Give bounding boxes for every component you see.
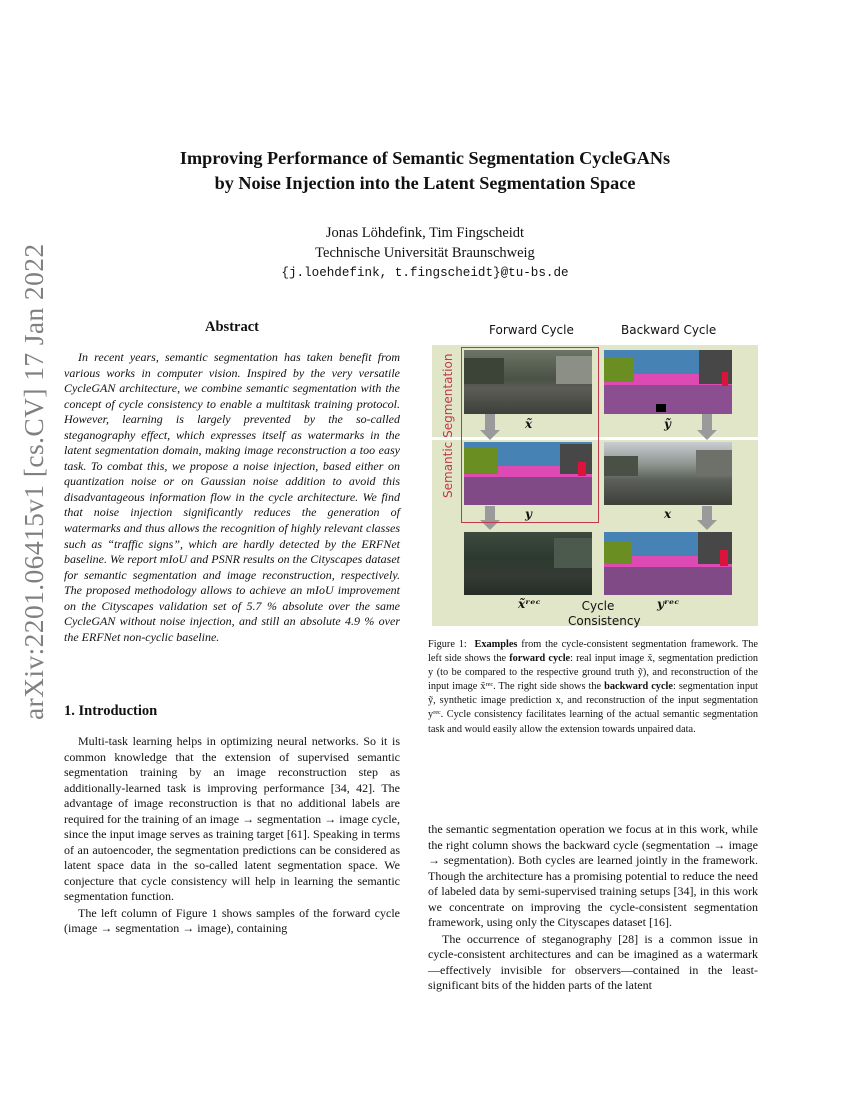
paper-title — [100, 146, 750, 196]
arxiv-identifier: arXiv:2201.06415v1 [cs.CV] 17 Jan 2022 — [18, 243, 49, 720]
intro-paragraph-1: Multi-task learning helps in optimizing neural networks. So it is common knowledge that the extension of supervised semantic segmentation training by an image reconstruction step as additionally-learned task is improving performance [34, 42]. The advantage of image reconstruction is that no additional labels are required for the training of an image → segmentation → image cycle, since the input image serves as training target [61]. Speaking in terms of an autoencoder, the segmentation predictions can be considered as latent space data in the so-called latent segmentation space. We conjecture that cycle consistency will help in learning the semantic segmentation function. — [64, 734, 400, 903]
cycle-consistency-label — [568, 599, 641, 629]
abstract-text: In recent years, semantic segmentation has taken benefit from various works in computer vision. Inspired by the very versatile CycleGAN architecture, we combine semantic segmentation with the concept of cycle consistency to enable a multitask training protocol. However, learning is largely prevented by the so-called steganography effect, which expresses itself as watermarks in the latent segmentation domain, making image reconstruction a too easy task. To combat this, we propose a noise injection, based either on quantization noise or on Gaussian noise addition to avoid this disadvantageous information flow in the cycle architecture. We find that noise injection significantly reduces the generation of watermarks and thus allows the recognition of highly relevant classes such as “traffic signs”, which are hardly detected by the ERFNet baseline. We report mIoU and PSNR results on the Cityscapes dataset for semantic segmentation and image reconstruction, respectively. The proposed methodology allows to achieve an mIoU improvement on the Cityscapes validation set of 5.7 % absolute over the same CycleGAN without noise injection, and still an absolute 4.9 % over the ERFNet non-cyclic baseline. — [64, 350, 400, 644]
semantic-segmentation-label: Semantic Segmentation — [441, 353, 455, 498]
right-column-text — [428, 822, 758, 994]
caption-text-1: from the cycle-consistent segmentation framework. The left side shows the — [428, 639, 759, 665]
right-paragraph-2: The occurrence of steganography [28] is a common issue in cycle-consistent architectures and can be imagined as a watermark—effectively invisible for observers—contained in the least-significant bits of the hidden parts of the latent — [428, 931, 758, 993]
caption-prefix: Figure 1: — [428, 639, 467, 650]
caption-bold-forward: forward cycle — [509, 653, 571, 665]
segmentation-input-y-tilde — [604, 350, 732, 414]
figure-caption — [428, 638, 758, 737]
caption-bold-examples: Examples — [474, 639, 518, 650]
semantic-segmentation-highlight — [461, 347, 599, 523]
abstract-heading: Abstract — [205, 319, 259, 335]
intro-heading: 1. Introduction — [64, 703, 158, 719]
label-y-tilde: ỹ — [664, 417, 671, 431]
cycle-consistency-line-2: Consistency — [568, 614, 641, 628]
label-x: x — [664, 507, 672, 521]
forward-cycle-title: Forward Cycle — [489, 323, 574, 337]
label-y: y — [525, 507, 532, 521]
caption-text-3: : segmentation input ỹ, synthetic image prediction x, and reconstruction of the input segmentation yʳᵉᶜ. Cycle consistency facilitates learning of the actual semantic segmentation task and would easily allow the extension towards unpaired data. — [428, 681, 758, 735]
right-paragraph-1: the semantic segmentation operation we focus at in this work, while the right column shows the backward cycle (segmentation → image → segmentation). Both cycles are learned jointly in the framework. Though the architecture has a promising potential to reduce the need of labeled data by semi-supervised training setups [34], in this work we concentrate on improving the cycle-consistent segmentation framework, using only the Cityscapes dataset [16]. — [428, 822, 758, 930]
label-y-rec: yʳᵉᶜ — [657, 597, 680, 611]
intro-paragraph-2: The left column of Figure 1 shows samples of the forward cycle (image → segmentation → image), containing — [64, 905, 400, 935]
intro-text — [64, 734, 400, 937]
cycle-consistency-line-1: Cycle — [581, 599, 615, 613]
reconstructed-image-x-rec — [464, 532, 592, 595]
label-x-tilde: x̃ — [525, 417, 533, 431]
label-x-rec: x̃ʳᵉᶜ — [518, 597, 541, 611]
author-names: Jonas Löhdefink, Tim Fingscheidt — [325, 225, 525, 241]
email: {j.loehdefink, t.fingscheidt}@tu-bs.de — [281, 266, 569, 280]
caption-bold-backward: backward cycle — [604, 681, 673, 693]
affiliation: Technische Universität Braunschweig — [315, 245, 535, 261]
caption-text-2: : real input image x̃, segmentation prediction y (to be compared to the respective ground truth ỹ), and reconstruction of the input image x̃ʳᵉᶜ. The right side shows the — [428, 653, 759, 693]
title-line-2: by Noise Injection into the Latent Segmentation Space — [214, 173, 636, 193]
backward-cycle-title: Backward Cycle — [621, 323, 717, 337]
title-line-1: Improving Performance of Semantic Segmentation CycleGANs — [179, 148, 671, 168]
reconstructed-segmentation-y-rec — [604, 532, 732, 595]
synthetic-image-x — [604, 442, 732, 505]
figure-1 — [428, 318, 758, 630]
author-block — [150, 223, 700, 283]
